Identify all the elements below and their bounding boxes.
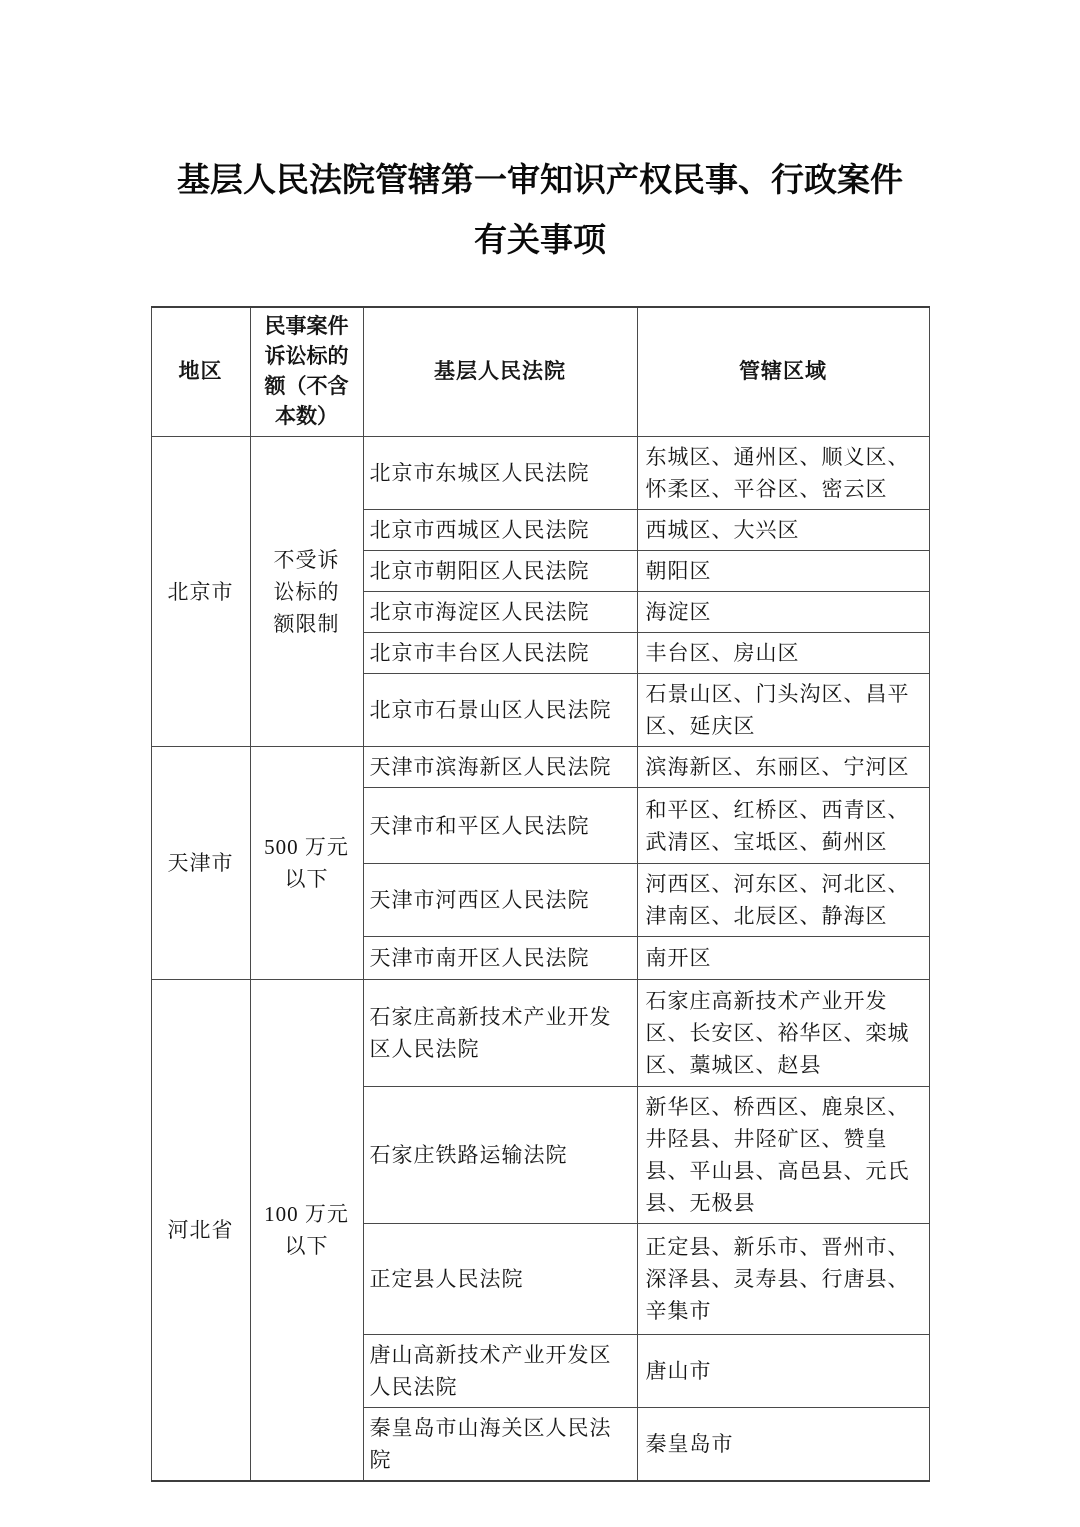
page-title bbox=[0, 151, 1080, 271]
page-title-line-2: 有关事项 bbox=[474, 223, 606, 259]
court-cell: 天津市河西区人民法院 bbox=[363, 864, 637, 937]
jurisdiction-cell: 河西区、河东区、河北区、津南区、北辰区、静海区 bbox=[637, 864, 929, 937]
region-cell-tianjin bbox=[151, 747, 250, 980]
jurisdiction-cell: 朝阳区 bbox=[637, 551, 929, 592]
region-label: 天津市 bbox=[167, 851, 234, 875]
court-cell: 北京市海淀区人民法院 bbox=[363, 592, 637, 633]
jurisdiction-cell: 和平区、红桥区、西青区、武清区、宝坻区、蓟州区 bbox=[637, 788, 929, 864]
header-region-label: 地区 bbox=[178, 360, 223, 383]
region-cell-hebei bbox=[151, 980, 250, 1482]
jurisdiction-cell: 西城区、大兴区 bbox=[637, 510, 929, 551]
jurisdiction-cell: 石家庄高新技术产业开发区、长安区、裕华区、栾城区、藁城区、赵县 bbox=[637, 980, 929, 1087]
jurisdiction-cell: 新华区、桥西区、鹿泉区、井陉县、井陉矿区、赞皇县、平山县、高邑县、元氏县、无极县 bbox=[637, 1087, 929, 1224]
jurisdiction-cell: 唐山市 bbox=[637, 1335, 929, 1408]
region-label: 北京市 bbox=[167, 579, 234, 604]
header-court-label: 基层人民法院 bbox=[434, 360, 566, 383]
court-cell: 北京市石景山区人民法院 bbox=[363, 674, 637, 747]
header-area-label: 管辖区域 bbox=[739, 360, 827, 383]
jurisdiction-cell: 正定县、新乐市、晋州市、深泽县、灵寿县、行唐县、辛集市 bbox=[637, 1224, 929, 1335]
page-title-line-1: 基层人民法院管辖第一审知识产权民事、行政案件 bbox=[177, 163, 903, 199]
court-cell: 天津市南开区人民法院 bbox=[363, 937, 637, 980]
court-cell: 北京市丰台区人民法院 bbox=[363, 633, 637, 674]
amount-limit-label: 500 万元以下 bbox=[264, 835, 349, 891]
court-cell: 北京市朝阳区人民法院 bbox=[363, 551, 637, 592]
header-amount bbox=[250, 307, 363, 437]
court-cell: 秦皇岛市山海关区人民法院 bbox=[363, 1408, 637, 1482]
court-cell: 唐山高新技术产业开发区人民法院 bbox=[363, 1335, 637, 1408]
jurisdiction-cell: 滨海新区、东丽区、宁河区 bbox=[637, 747, 929, 788]
table-header-row bbox=[151, 307, 929, 437]
jurisdiction-cell: 南开区 bbox=[637, 937, 929, 980]
court-cell: 石家庄高新技术产业开发区人民法院 bbox=[363, 980, 637, 1087]
header-court bbox=[363, 307, 637, 437]
jurisdiction-cell: 海淀区 bbox=[637, 592, 929, 633]
table-row bbox=[151, 747, 929, 788]
amount-limit-label: 100 万元以下 bbox=[264, 1202, 349, 1258]
table-row bbox=[151, 437, 929, 510]
jurisdiction-cell: 东城区、通州区、顺义区、怀柔区、平谷区、密云区 bbox=[637, 437, 929, 510]
court-cell: 北京市西城区人民法院 bbox=[363, 510, 637, 551]
region-cell-beijing bbox=[151, 437, 250, 747]
amount-limit-cell-beijing bbox=[250, 437, 363, 747]
region-label: 河北省 bbox=[167, 1218, 234, 1242]
header-amount-label: 民事案件诉讼标的额（不含本数） bbox=[264, 315, 349, 428]
header-region bbox=[151, 307, 250, 437]
court-cell: 正定县人民法院 bbox=[363, 1224, 637, 1335]
court-cell: 北京市东城区人民法院 bbox=[363, 437, 637, 510]
jurisdiction-table bbox=[151, 306, 930, 1482]
header-area bbox=[637, 307, 929, 437]
amount-limit-cell-tianjin bbox=[250, 747, 363, 980]
jurisdiction-cell: 石景山区、门头沟区、昌平区、延庆区 bbox=[637, 674, 929, 747]
amount-limit-label: 不受诉讼标的额限制 bbox=[273, 547, 340, 636]
amount-limit-cell-hebei bbox=[250, 980, 363, 1482]
court-cell: 天津市和平区人民法院 bbox=[363, 788, 637, 864]
table-row bbox=[151, 980, 929, 1087]
jurisdiction-cell: 丰台区、房山区 bbox=[637, 633, 929, 674]
court-cell: 石家庄铁路运输法院 bbox=[363, 1087, 637, 1224]
jurisdiction-cell: 秦皇岛市 bbox=[637, 1408, 929, 1482]
court-cell: 天津市滨海新区人民法院 bbox=[363, 747, 637, 788]
